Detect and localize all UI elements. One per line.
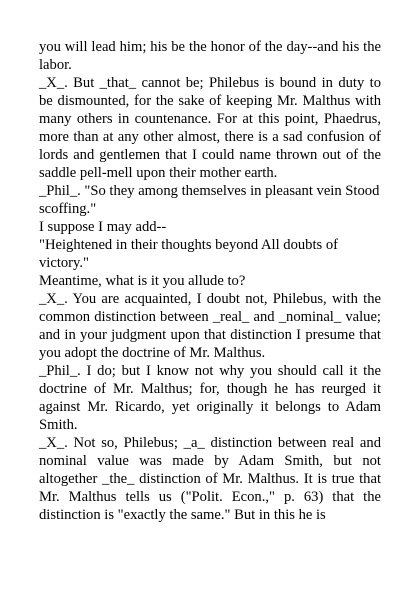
paragraph: _X_. Not so, Philebus; _a_ distinction between real and nominal value was made by Adam Smith, but not altogether _the_ distinction of Mr. Malthus. It is true that Mr. Malthus tells us ("Polit. Econ.," p. 63) that the distinction is "exactly the same." But in this he is: [39, 435, 381, 523]
paragraph: _X_. You are acquainted, I doubt not, Philebus, with the common distinction between _real_ and _nominal_ value; and in your judgment upon that distinction I presume that you adopt the doctrine of Mr. Malthus.: [39, 291, 381, 361]
paragraph: I suppose I may add--: [39, 219, 167, 235]
paragraph: _Phil_. I do; but I know not why you should call it the doctrine of Mr. Malthus; for, though he has reurged it against Mr. Ricardo, yet originally it belongs to Adam Smith.: [39, 363, 381, 433]
paragraph: Meantime, what is it you allude to?: [39, 273, 246, 289]
paragraph: you will lead him; his be the honor of the day--and his the labor.: [39, 39, 381, 73]
paragraph: _X_. But _that_ cannot be; Philebus is bound in duty to be dismounted, for the sake of keeping Mr. Malthus with many others in countenance. For at this point, Phaedrus, more than at any other almost, there is a sad confusion of lords and gentlemen that I could name thrown out of the saddle pell-mell upon their mother earth.: [39, 75, 381, 181]
verse-quote: _Phil_. "So they among themselves in pleasant vein Stood scoffing.": [39, 183, 380, 217]
document-page: [39, 38, 381, 524]
verse-quote: "Heightened in their thoughts beyond All doubts of victory.": [39, 237, 339, 271]
